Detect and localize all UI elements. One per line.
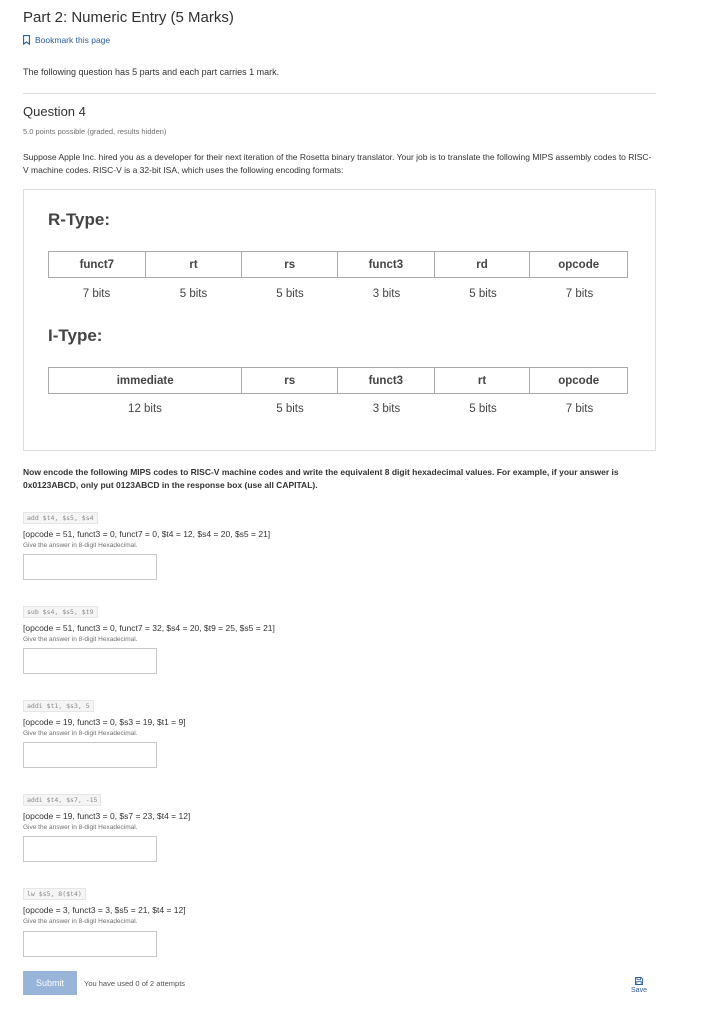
r-type-title: R-Type: <box>48 210 111 229</box>
problem-params: [opcode = 3, funct3 = 3, $s5 = 21, $t4 = 12] <box>23 905 186 915</box>
encoding-instruction: Now encode the following MIPS codes to RISC-V machine codes and write the equivalent 8 digit hexadecimal values. For example, if your answer is 0x0123ABCD, only put 0123ABCD in the response box (use all CAPITAL). <box>23 467 619 490</box>
i-type-field: immediate <box>49 368 242 393</box>
i-type-field: rs <box>242 368 338 393</box>
i-type-bits: 7 bits <box>565 403 594 415</box>
part-title: Part 2: Numeric Entry (5 Marks) <box>23 9 234 26</box>
i-type-bits: 5 bits <box>276 403 304 415</box>
answer-hint: Give the answer in 8-digit Hexadecimal. <box>23 730 138 737</box>
problem-params: [opcode = 51, funct3 = 0, funct7 = 32, $s4 = 20, $t9 = 25, $s5 = 21] <box>23 623 275 633</box>
r-type-field: funct3 <box>338 252 435 277</box>
mips-code: lw $s5, 8($t4) <box>23 888 86 900</box>
r-type-field: opcode <box>558 258 600 271</box>
bookmark-icon <box>23 35 30 45</box>
mips-code: add $t4, $s5, $s4 <box>23 512 98 524</box>
problem-2 <box>23 601 275 643</box>
answer-hint: Give the answer in 8-digit Hexadecimal. <box>23 824 138 831</box>
answer-input-4[interactable] <box>23 836 157 862</box>
i-type-title: I-Type: <box>48 326 103 345</box>
problem-4 <box>23 789 190 831</box>
answer-hint: Give the answer in 8-digit Hexadecimal. <box>23 636 138 643</box>
r-type-fields-row <box>48 251 628 278</box>
problem-1 <box>23 507 270 549</box>
answer-input-3[interactable] <box>23 742 157 768</box>
save-button[interactable] <box>627 977 651 994</box>
problem-3 <box>23 695 186 737</box>
r-type-bits: 5 bits <box>276 288 304 300</box>
r-type-field: rs <box>242 252 338 277</box>
mips-code: sub $s4, $s5, $t9 <box>23 606 98 618</box>
answer-input-5[interactable] <box>23 931 157 957</box>
i-type-bits: 5 bits <box>469 403 497 415</box>
part-intro: The following question has 5 parts and each part carries 1 mark. <box>23 67 280 77</box>
question-title: Question 4 <box>23 104 86 119</box>
r-type-bits: 7 bits <box>565 288 594 300</box>
r-type-bits: 5 bits <box>469 288 497 300</box>
problem-params: [opcode = 19, funct3 = 0, $s7 = 23, $t4 = 12] <box>23 811 191 821</box>
save-label: Save <box>631 987 647 994</box>
problem-5 <box>23 883 186 925</box>
question-prompt: Suppose Apple Inc. hired you as a developer for their next iteration of the Rosetta binary translator. Your job is to translate the following MIPS assembly codes to RISC-V machine codes. RISC-V is a 32-bit ISA, which uses the following encoding formats: <box>23 152 652 175</box>
answer-hint: Give the answer in 8-digit Hexadecimal. <box>23 542 138 549</box>
i-type-bits: 12 bits <box>128 403 162 415</box>
r-type-field: rt <box>146 252 243 277</box>
r-type-field: rd <box>435 252 531 277</box>
mips-code: addi $t1, $s3, 5 <box>23 700 94 712</box>
encoding-formats-panel <box>23 189 656 451</box>
attempts-counter: You have used 0 of 2 attempts <box>84 979 186 988</box>
r-type-bits: 3 bits <box>372 288 401 300</box>
r-type-bits-row <box>48 284 628 304</box>
answer-input-1[interactable] <box>23 554 157 580</box>
divider <box>23 93 656 94</box>
answer-hint: Give the answer in 8-digit Hexadecimal. <box>23 918 138 925</box>
mips-code: addi $t4, $s7, -15 <box>23 794 101 806</box>
r-type-field: funct7 <box>49 252 146 277</box>
i-type-field: funct3 <box>338 368 435 393</box>
r-type-bits: 5 bits <box>179 288 208 300</box>
answer-input-2[interactable] <box>23 648 157 674</box>
i-type-fields-row <box>48 367 628 394</box>
floppy-disk-icon <box>635 977 643 985</box>
problem-params: [opcode = 19, funct3 = 0, $s3 = 19, $t1 = 9] <box>23 717 186 727</box>
question-meta: 5.0 points possible (graded, results hidden) <box>23 127 167 136</box>
r-type-bits: 7 bits <box>82 288 111 300</box>
i-type-bits-row <box>48 399 628 419</box>
bookmark-label: Bookmark this page <box>35 35 111 45</box>
i-type-bits: 3 bits <box>372 403 401 415</box>
i-type-field: opcode <box>558 374 600 387</box>
bookmark-button[interactable] <box>23 35 110 45</box>
problem-params: [opcode = 51, funct3 = 0, funct7 = 0, $t4 = 12, $s4 = 20, $s5 = 21] <box>23 529 271 539</box>
i-type-field: rt <box>435 368 531 393</box>
submit-button[interactable]: Submit <box>23 971 77 995</box>
